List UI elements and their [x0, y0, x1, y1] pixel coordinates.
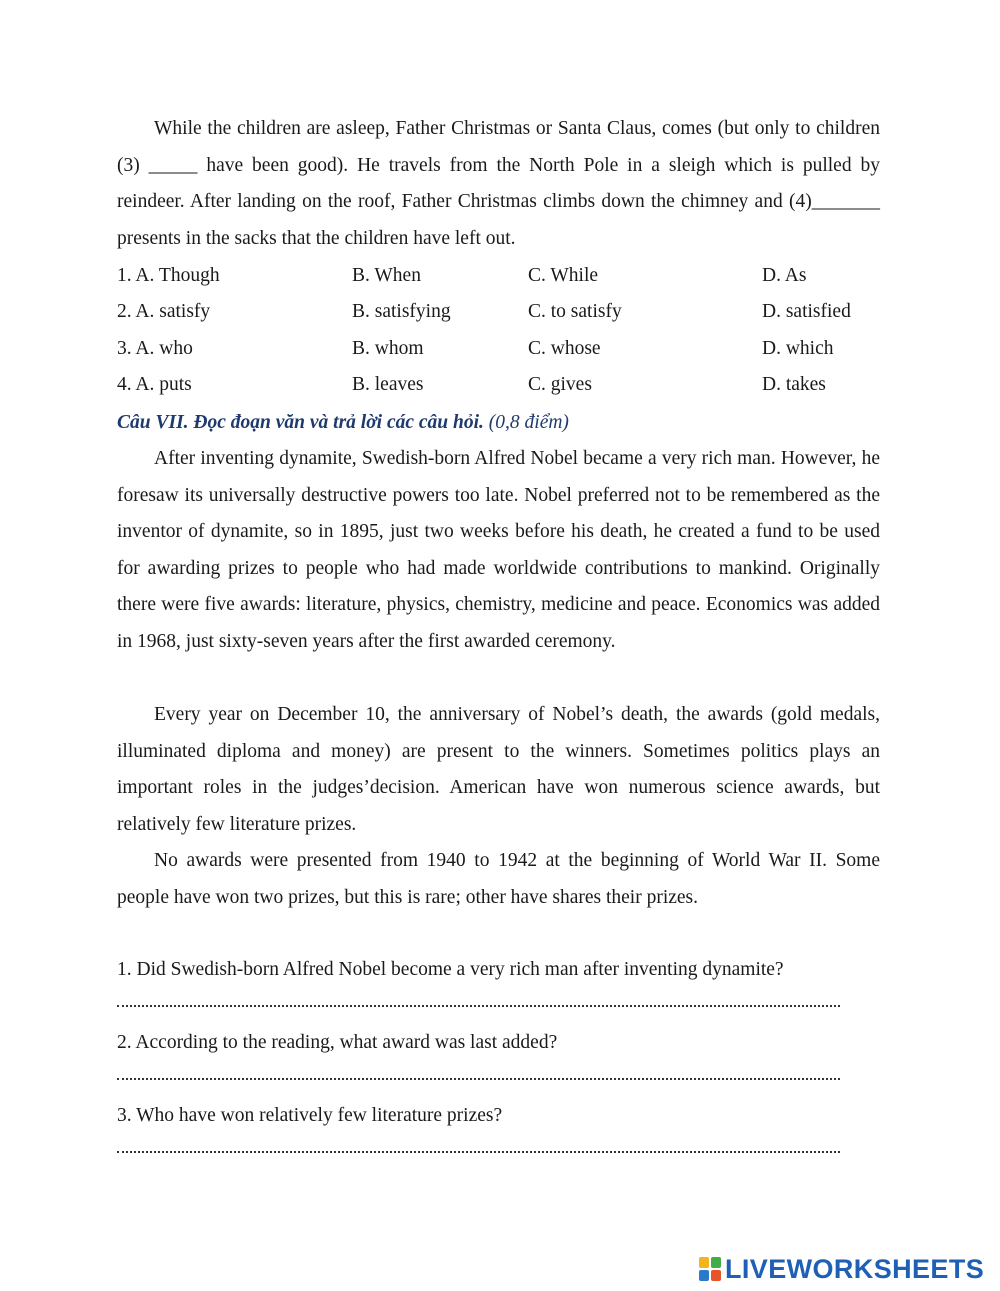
choice-2c[interactable]: C. to satisfy — [528, 301, 622, 322]
choice-4c[interactable]: C. gives — [528, 374, 592, 395]
choice-4b[interactable]: B. leaves — [352, 374, 424, 395]
choice-row-3 — [117, 331, 880, 367]
answer-line-3[interactable] — [117, 1151, 840, 1153]
liveworksheets-logo-icon — [698, 1256, 722, 1282]
question-1: 1. Did Swedish-born Alfred Nobel become a very rich man after inventing dynamite? — [117, 959, 784, 980]
choice-1c[interactable]: C. While — [528, 265, 599, 286]
section-title: Câu VII. Đọc đoạn văn và trả lời các câu hỏi. — [117, 412, 484, 433]
choice-2d[interactable]: D. satisfied — [762, 301, 851, 322]
choice-1a[interactable]: 1. A. Though — [117, 265, 220, 286]
choice-3b[interactable]: B. whom — [352, 338, 424, 359]
passage-nobel-2: Every year on December 10, the anniversary of Nobel’s death, the awards (gold medals, illuminated diploma and money) are present to the winners. Sometimes politics plays an important roles in the judges’decision. American have won numerous science awards, but relatively few literature prizes. — [117, 704, 880, 835]
choice-2a[interactable]: 2. A. satisfy — [117, 301, 211, 322]
liveworksheets-logo — [698, 1252, 984, 1286]
choice-1d[interactable]: D. As — [762, 265, 807, 286]
passage-nobel-1: After inventing dynamite, Swedish-born Alfred Nobel became a very rich man. However, he foresaw its universally destructive powers too late. Nobel preferred not to be remembered as the inventor of dynamite, so in 1895, just two weeks before his death, he created a fund to be used for awarding prizes to people who had made worldwide contributions to mankind. Originally there were five awards: literature, physics, chemistry, medicine and peace. Economics was added in 1968, just sixty-seven years after the first awarded ceremony. — [117, 448, 880, 652]
section-heading — [117, 405, 569, 441]
choice-row-2 — [117, 294, 880, 330]
passage-christmas: While the children are asleep, Father Christmas or Santa Claus, comes (but only to children (3) _____ have been good). He travels from the North Pole in a sleigh which is pulled by reindeer. After landing on the roof, Father Christmas climbs down the chimney and (4)_______ presents in the sacks that the children have left out. — [117, 118, 880, 249]
choice-2b[interactable]: B. satisfying — [352, 301, 451, 322]
passage-nobel-3: No awards were presented from 1940 to 1942 at the beginning of World War II. Some people have won two prizes, but this is rare; other have shares their prizes. — [117, 850, 880, 908]
choice-row-1 — [117, 258, 880, 294]
brand-name: LIVEWORKSHEETS — [725, 1253, 985, 1284]
choice-4a[interactable]: 4. A. puts — [117, 374, 192, 395]
question-2: 2. According to the reading, what award was last added? — [117, 1032, 558, 1053]
choice-4d[interactable]: D. takes — [762, 374, 826, 395]
question-3: 3. Who have won relatively few literature prizes? — [117, 1105, 503, 1126]
choice-3a[interactable]: 3. A. who — [117, 338, 193, 359]
section-points: (0,8 điểm) — [488, 412, 569, 433]
answer-line-1[interactable] — [117, 1005, 840, 1007]
answer-line-2[interactable] — [117, 1078, 840, 1080]
choice-1b[interactable]: B. When — [352, 265, 421, 286]
choice-3d[interactable]: D. which — [762, 338, 834, 359]
choice-row-4 — [117, 367, 880, 403]
choice-3c[interactable]: C. whose — [528, 338, 601, 359]
